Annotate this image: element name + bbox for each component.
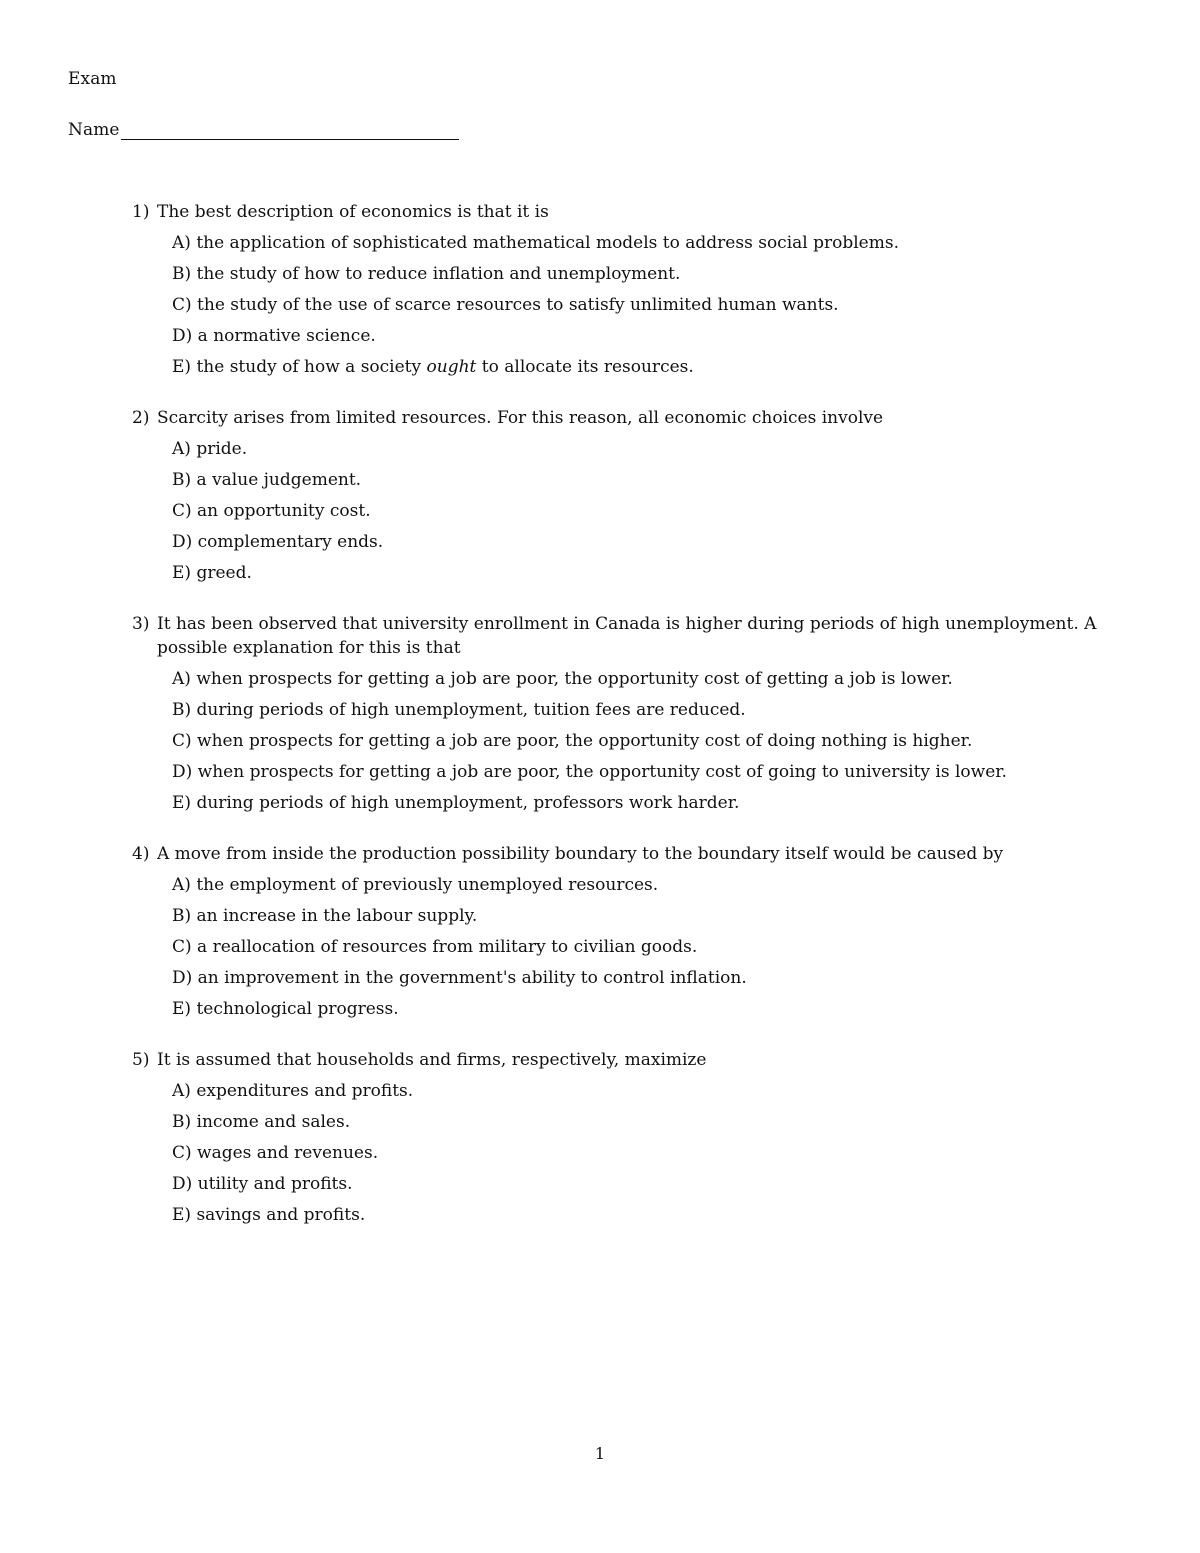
page-number: 1: [594, 1444, 606, 1463]
choice-c: C) the study of the use of scarce resources to satisfy unlimited human wants.: [172, 295, 839, 315]
question-number: 2): [132, 408, 150, 428]
question-text: Scarcity arises from limited resources. For this reason, all economic choices involve: [157, 408, 884, 428]
name-field: [68, 120, 459, 140]
choice-e: E) savings and profits.: [172, 1205, 366, 1225]
choice-d: D) complementary ends.: [172, 532, 384, 552]
name-label: Name: [68, 120, 120, 140]
choice-b: B) income and sales.: [172, 1112, 351, 1132]
question-1: [132, 200, 1112, 386]
choice-b: B) the study of how to reduce inflation and unemployment.: [172, 264, 681, 284]
question-stem: [132, 200, 1112, 224]
question-stem: [132, 1048, 1112, 1072]
exam-title: Exam: [68, 69, 117, 89]
choice-e: E) technological progress.: [172, 999, 399, 1019]
question-text: The best description of economics is that it is: [157, 202, 549, 222]
choice-list: [132, 437, 1112, 592]
choice-e: E) the study of how a society ought to allocate its resources.: [172, 357, 694, 377]
choice-list: [132, 1079, 1112, 1234]
choice-d: D) utility and profits.: [172, 1174, 353, 1194]
question-number: 3): [132, 614, 150, 634]
question-list: [132, 200, 1112, 1254]
choice-a: A) expenditures and profits.: [172, 1081, 414, 1101]
choice-e: E) greed.: [172, 563, 252, 583]
question-number: 1): [132, 202, 150, 222]
choice-b: B) during periods of high unemployment, tuition fees are reduced.: [172, 700, 746, 720]
choice-b: B) a value judgement.: [172, 470, 362, 490]
choice-list: [132, 873, 1112, 1028]
question-stem: [132, 406, 1112, 430]
question-text: It is assumed that households and firms, respectively, maximize: [157, 1050, 707, 1070]
question-text: A move from inside the production possibility boundary to the boundary itself would be caused by: [157, 844, 1004, 864]
choice-list: [132, 667, 1112, 822]
name-blank-line[interactable]: [121, 121, 459, 140]
choice-d: D) a normative science.: [172, 326, 376, 346]
choice-c: C) a reallocation of resources from military to civilian goods.: [172, 937, 698, 957]
question-4: [132, 842, 1112, 1028]
question-2: [132, 406, 1112, 592]
question-5: [132, 1048, 1112, 1234]
choice-d: D) an improvement in the government's ability to control inflation.: [172, 968, 747, 988]
emphasis-word: ought: [426, 357, 477, 377]
question-3: [132, 612, 1112, 822]
choice-b: B) an increase in the labour supply.: [172, 906, 478, 926]
question-stem: [132, 842, 1112, 866]
choice-a: A) the employment of previously unemployed resources.: [172, 875, 659, 895]
question-stem: [132, 612, 1112, 660]
choice-e: E) during periods of high unemployment, professors work harder.: [172, 793, 740, 813]
choice-a: A) pride.: [172, 439, 248, 459]
choice-c: C) an opportunity cost.: [172, 501, 371, 521]
question-text: It has been observed that university enrollment in Canada is higher during periods of high unemployment. A possible explanation for this is that: [157, 614, 1097, 658]
choice-d: D) when prospects for getting a job are poor, the opportunity cost of going to university is lower.: [172, 762, 1007, 782]
choice-c: C) when prospects for getting a job are poor, the opportunity cost of doing nothing is higher.: [172, 731, 973, 751]
choice-a: A) the application of sophisticated mathematical models to address social problems.: [172, 233, 899, 253]
choice-a: A) when prospects for getting a job are poor, the opportunity cost of getting a job is lower.: [172, 669, 953, 689]
choice-c: C) wages and revenues.: [172, 1143, 379, 1163]
question-number: 4): [132, 844, 150, 864]
question-number: 5): [132, 1050, 150, 1070]
choice-list: [132, 231, 1112, 386]
